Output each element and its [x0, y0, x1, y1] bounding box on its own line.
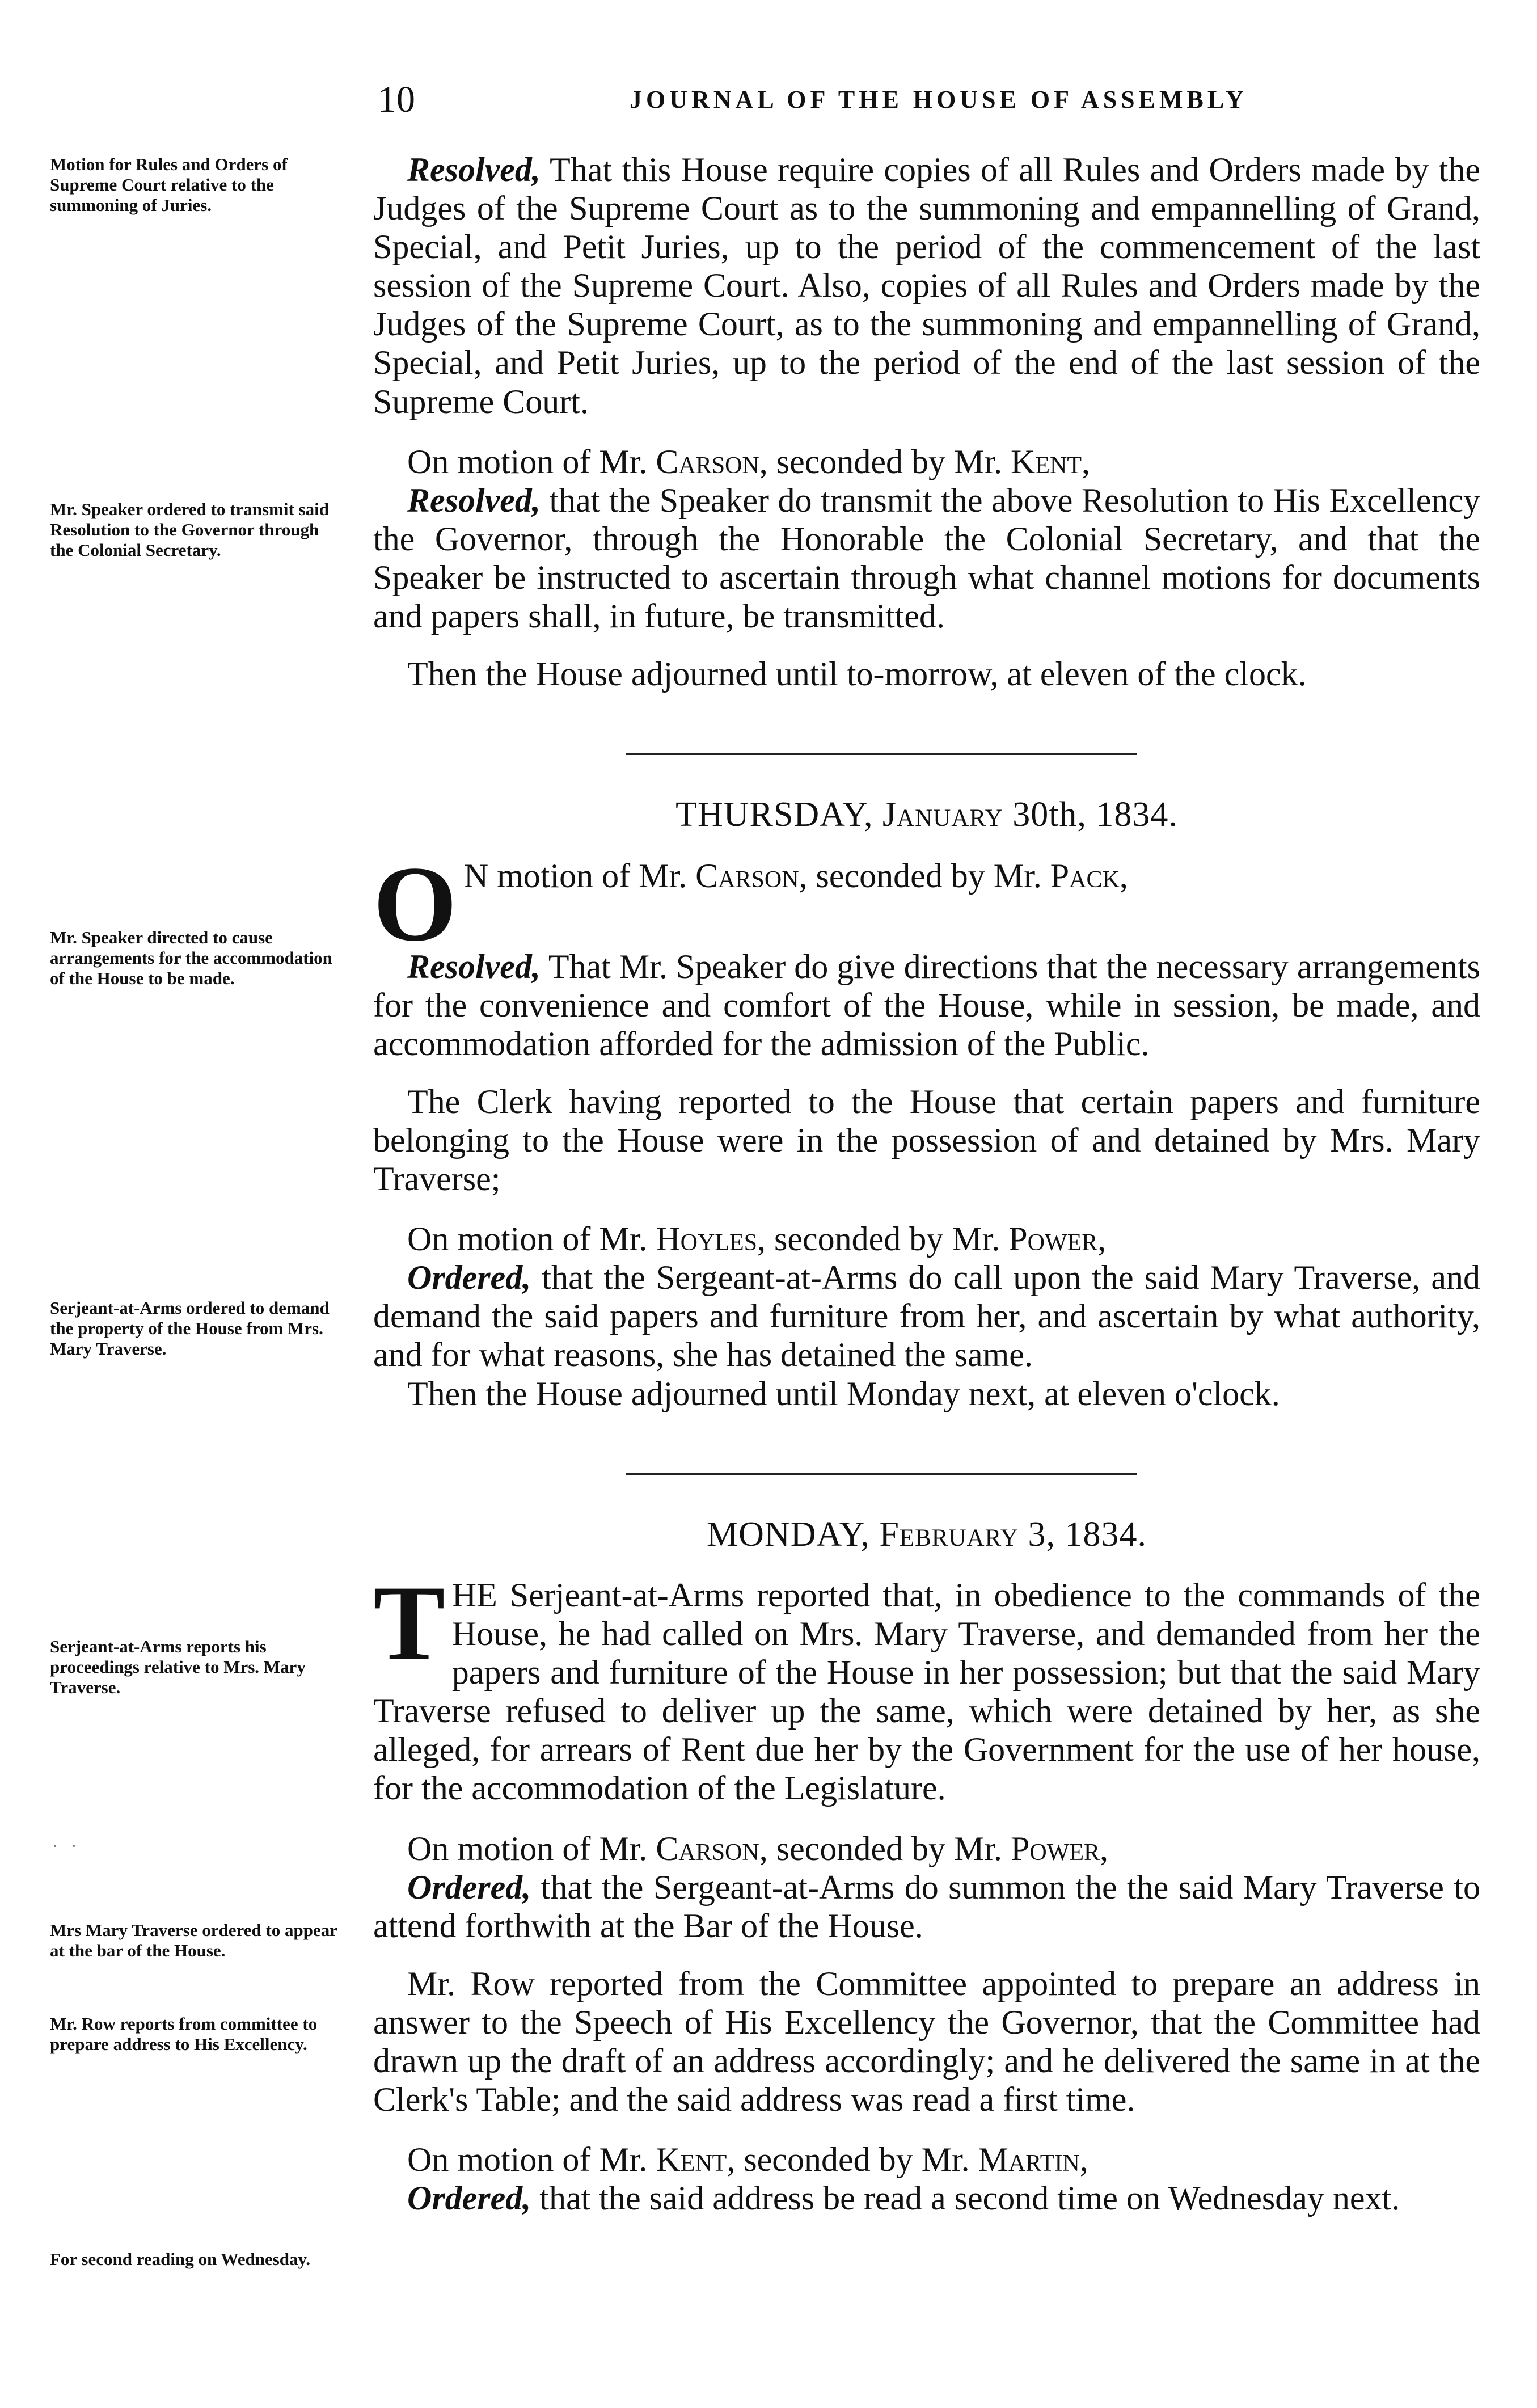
- seconded-text: , seconded by Mr.: [759, 442, 1011, 480]
- row-committee-report: Mr. Row reported from the Committee appointed to prepare an address in answer to the Speech of His Excellency the Governor, that the Committee had drawn up the draft of an address accordingly; and he delivered the same in at the Clerk's Table; and the said address was read a first time.: [373, 1964, 1480, 2119]
- adjournment: Then the House adjourned until to-morrow, at eleven of the clock.: [407, 655, 1307, 693]
- punctuation: ,: [1079, 2141, 1088, 2179]
- motion-prefix: On motion of Mr.: [407, 1220, 656, 1258]
- sidenote-second-reading: For second reading on Wednesday.: [50, 2249, 311, 2269]
- resolution-text: that the Speaker do transmit the above Resolution to His Excellency the Governor, through the Honorable the Colonial Secretary, and that the Speaker be instructed to ascertain through what channel motions for documents and papers shall, in future, be transmitted.: [373, 481, 1480, 635]
- resolution-rules-orders: [373, 150, 1480, 421]
- sidenote-speaker-transmit: Mr. Speaker ordered to transmit said Resolution to the Governor through the Colonial Secretary.: [50, 499, 329, 560]
- punctuation: ,: [1081, 442, 1090, 480]
- sidenote-serjeant-reports: Serjeant-at-Arms reports his proceedings relative to Mrs. Mary Traverse.: [50, 1637, 306, 1697]
- member-name: Carson: [656, 442, 759, 480]
- resolved-label: Resolved,: [407, 481, 541, 519]
- serjeant-report: [373, 1563, 1480, 1808]
- motion-line: [373, 1220, 1480, 1258]
- resolved-label: Resolved,: [407, 151, 541, 188]
- motion-prefix: On motion of Mr.: [407, 1829, 656, 1867]
- sidenote-serjeant-ordered: Serjeant-at-Arms ordered to demand the property of the House from Mrs. Mary Traverse.: [50, 1298, 330, 1359]
- report-text: HE Serjeant-at-Arms reported that, in obedience to the commands of the House, he had called on Mrs. Mary Traverse, and demanded from her the papers and furniture of the House in her possession; but that the said Mary Traverse refused to deliver up the same, which were detained by her, as she alleged, for arrears of Rent due her by the Government for the use of her house, for the accommodation of the Legislature.: [373, 1576, 1480, 1807]
- resolution-text: That this House require copies of all Rules and Orders made by the Judges of the Supreme Court as to the summoning and empannelling of Grand, Special, and Petit Juries, up to the period of the commencement of the last session of the Supreme Court. Also, copies of all Rules and Orders made by the Judges of the Supreme Court, as to the summoning and empannelling of Grand, Special, and Petit Juries, up to the period of the end of the last session of the Supreme Court.: [373, 151, 1480, 420]
- running-head: JOURNAL OF THE HOUSE OF ASSEMBLY: [630, 86, 1248, 113]
- motion-prefix: On motion of Mr.: [407, 2141, 656, 2179]
- member-name: Power: [1008, 1220, 1098, 1258]
- motion-prefix: N motion of Mr.: [463, 857, 696, 895]
- resolution-text: That Mr. Speaker do give directions that the necessary arrangements for the convenience and comfort of the House, while in session, be made, and accommodation afforded for the admission of the Public.: [373, 947, 1480, 1062]
- order-text: that the Sergeant-at-Arms do call upon the said Mary Traverse, and demand the said papers and furniture from her, and ascertain by what authority, and for what reasons, she has detained the same.: [373, 1259, 1480, 1374]
- resolved-label: Resolved,: [407, 947, 541, 985]
- punctuation: ,: [1097, 1220, 1107, 1258]
- member-name: Carson: [656, 1829, 759, 1867]
- member-name: Power: [1011, 1829, 1100, 1867]
- member-name: Kent: [1011, 442, 1082, 480]
- punctuation: ,: [1100, 1829, 1109, 1867]
- member-name: Carson: [695, 857, 799, 895]
- member-name: Kent: [656, 2141, 727, 2179]
- sidenote-speaker-accommodation: Mr. Speaker directed to cause arrangements for the accommodation of the House to be made.: [50, 927, 332, 988]
- motion-line: [373, 844, 1480, 964]
- order-summon-traverse: [373, 1868, 1480, 1945]
- order-text: that the Sergeant-at-Arms do summon the the said Mary Traverse to attend forthwith at the Bar of the House.: [373, 1868, 1480, 1945]
- resolution-transmit: [373, 481, 1480, 635]
- date-month: February: [879, 1515, 1019, 1554]
- ordered-label: Ordered,: [407, 1259, 531, 1297]
- member-name: Martin: [978, 2141, 1080, 2179]
- date-weekday: THURSDAY,: [675, 795, 882, 834]
- date-heading-monday: [373, 1515, 1480, 1554]
- punctuation: ,: [1119, 857, 1128, 895]
- member-name: Hoyles: [656, 1220, 758, 1258]
- member-name: Pack: [1050, 857, 1120, 895]
- section-divider: [626, 753, 1137, 755]
- motion-line: [373, 442, 1480, 481]
- resolution-accommodation: [373, 947, 1480, 1063]
- date-day-year: 3, 1834.: [1018, 1515, 1147, 1554]
- ordered-label: Ordered,: [407, 2179, 531, 2217]
- order-second-reading: [373, 2179, 1480, 2217]
- motion-prefix: On motion of Mr.: [407, 442, 656, 480]
- motion-line: [373, 2140, 1480, 2179]
- sidenote-rules-orders: Motion for Rules and Orders of Supreme Court relative to the summoning of Juries.: [50, 154, 288, 215]
- date-weekday: MONDAY,: [707, 1515, 880, 1554]
- seconded-text: , seconded by Mr.: [757, 1220, 1009, 1258]
- sidenote-traverse-ordered: Mrs Mary Traverse ordered to appear at the bar of the House.: [50, 1920, 337, 1960]
- sidenote-row-reports: Mr. Row reports from committee to prepare address to His Excellency.: [50, 2014, 318, 2054]
- ordered-label: Ordered,: [407, 1868, 531, 1906]
- section-divider: [626, 1473, 1137, 1475]
- motion-line: [373, 1829, 1480, 1868]
- date-heading-thursday: [373, 795, 1480, 834]
- adjournment: Then the House adjourned until Monday next, at eleven o'clock.: [407, 1374, 1280, 1412]
- print-specks: · ·: [52, 1837, 82, 1855]
- seconded-text: , seconded by Mr.: [759, 1829, 1011, 1867]
- seconded-text: , seconded by Mr.: [727, 2141, 978, 2179]
- seconded-text: , seconded by Mr.: [799, 857, 1050, 895]
- date-month: January: [882, 795, 1003, 834]
- date-day-year: 30th, 1834.: [1003, 795, 1178, 834]
- journal-body: [373, 150, 1480, 2217]
- drop-cap: T: [373, 1563, 445, 1683]
- order-text: that the said address be read a second time on Wednesday next.: [531, 2179, 1400, 2217]
- page-number: 10: [378, 79, 415, 120]
- order-serjeant: [373, 1258, 1480, 1374]
- clerk-report: The Clerk having reported to the House that certain papers and furniture belonging to the House were in the possession of and detained by Mrs. Mary Traverse;: [373, 1082, 1480, 1198]
- drop-cap: O: [373, 844, 457, 964]
